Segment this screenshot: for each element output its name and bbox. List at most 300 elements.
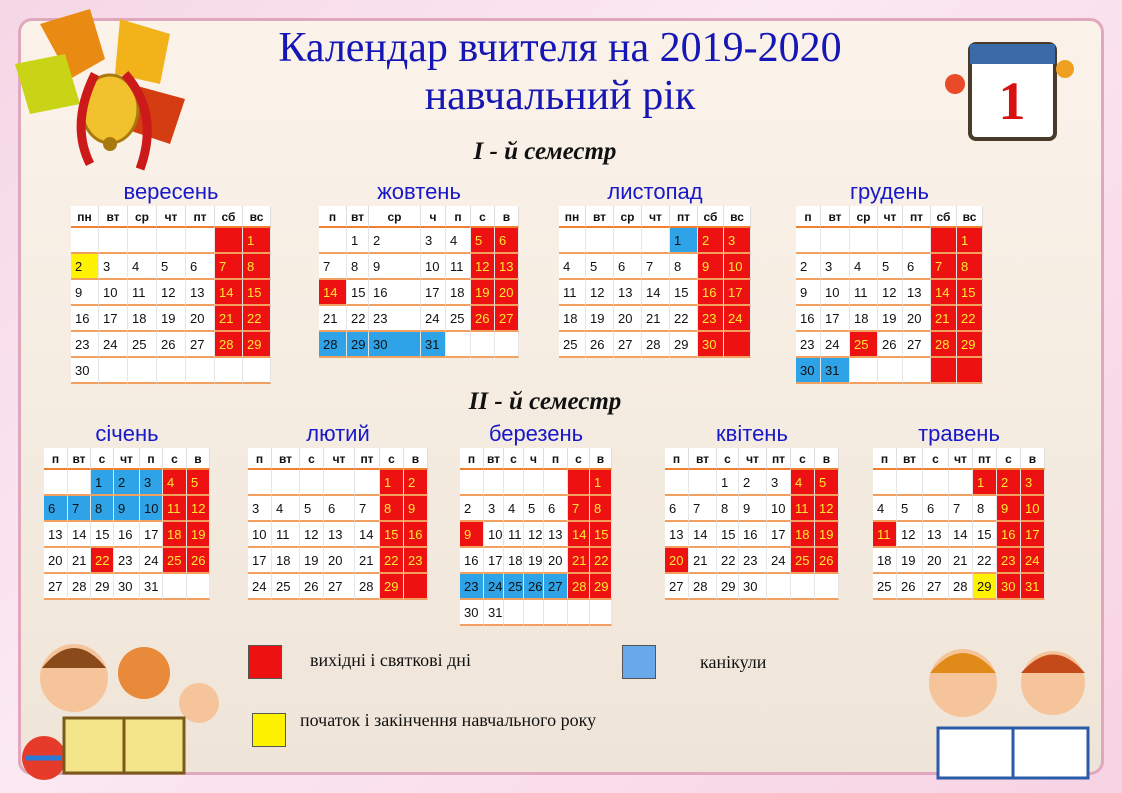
day-cell: 8 xyxy=(590,496,612,522)
day-cell: 10 xyxy=(484,522,504,548)
day-cell: 2 xyxy=(796,254,821,280)
day-cell: 26 xyxy=(878,332,903,358)
day-cell: 2 xyxy=(114,470,140,496)
calendar-grid xyxy=(71,206,271,384)
day-cell: 30 xyxy=(460,600,484,626)
month-march xyxy=(460,422,612,626)
day-cell: 16 xyxy=(404,522,428,548)
empty-cell xyxy=(873,470,897,496)
day-cell: 16 xyxy=(71,306,99,332)
day-cell: 1 xyxy=(380,470,404,496)
day-cell: 19 xyxy=(157,306,186,332)
day-cell: 23 xyxy=(796,332,821,358)
empty-cell xyxy=(324,470,355,496)
day-cell: 4 xyxy=(791,470,815,496)
day-cell: 8 xyxy=(957,254,983,280)
day-cell: 6 xyxy=(44,496,68,522)
weekday-header: с xyxy=(504,448,524,470)
empty-cell xyxy=(355,470,380,496)
legend-holiday-swatch xyxy=(248,645,282,679)
empty-cell xyxy=(850,358,878,384)
day-cell: 22 xyxy=(380,548,404,574)
day-cell: 3 xyxy=(484,496,504,522)
day-cell: 19 xyxy=(897,548,923,574)
day-cell: 22 xyxy=(243,306,271,332)
day-cell: 22 xyxy=(91,548,114,574)
day-cell: 9 xyxy=(114,496,140,522)
day-cell: 10 xyxy=(767,496,791,522)
day-cell: 27 xyxy=(614,332,642,358)
day-cell: 17 xyxy=(724,280,751,306)
day-cell: 21 xyxy=(215,306,243,332)
day-cell: 17 xyxy=(140,522,163,548)
weekday-header: чт xyxy=(878,206,903,228)
day-cell: 12 xyxy=(187,496,210,522)
empty-cell xyxy=(568,470,590,496)
calendar-grid xyxy=(873,448,1045,600)
day-cell: 9 xyxy=(460,522,484,548)
day-cell: 27 xyxy=(186,332,215,358)
day-cell: 4 xyxy=(873,496,897,522)
day-cell: 28 xyxy=(355,574,380,600)
day-cell: 19 xyxy=(815,522,839,548)
day-cell: 25 xyxy=(873,574,897,600)
day-cell: 1 xyxy=(957,228,983,254)
day-cell: 21 xyxy=(931,306,957,332)
weekday-header: чт xyxy=(739,448,767,470)
day-cell: 5 xyxy=(187,470,210,496)
day-cell: 6 xyxy=(495,228,519,254)
month-name: вересень xyxy=(123,179,219,204)
empty-cell xyxy=(957,358,983,384)
day-cell: 2 xyxy=(369,228,421,254)
month-name: лютий xyxy=(306,421,370,446)
empty-cell xyxy=(300,470,324,496)
weekday-header: п xyxy=(873,448,897,470)
day-cell: 23 xyxy=(997,548,1021,574)
day-cell: 5 xyxy=(815,470,839,496)
empty-cell xyxy=(272,470,300,496)
day-cell: 18 xyxy=(850,306,878,332)
day-cell: 4 xyxy=(504,496,524,522)
day-cell: 31 xyxy=(421,332,446,358)
day-cell: 1 xyxy=(243,228,271,254)
month-name: квітень xyxy=(716,421,788,446)
calendar-grid xyxy=(460,448,612,626)
day-cell: 14 xyxy=(68,522,91,548)
day-cell: 13 xyxy=(44,522,68,548)
weekday-header: вт xyxy=(484,448,504,470)
weekday-header: п xyxy=(544,448,568,470)
month-name: січень xyxy=(95,421,159,446)
tear-off-calendar-icon xyxy=(940,24,1080,154)
day-cell: 20 xyxy=(495,280,519,306)
day-cell: 9 xyxy=(404,496,428,522)
month-february xyxy=(248,422,428,600)
weekday-header: с xyxy=(471,206,495,228)
empty-cell xyxy=(897,470,923,496)
day-cell: 15 xyxy=(590,522,612,548)
weekday-header: ч xyxy=(421,206,446,228)
weekday-header: п xyxy=(460,448,484,470)
empty-cell xyxy=(215,358,243,384)
weekday-header: пн xyxy=(71,206,99,228)
day-cell: 24 xyxy=(484,574,504,600)
day-cell: 15 xyxy=(380,522,404,548)
day-cell: 11 xyxy=(504,522,524,548)
weekday-header: пт xyxy=(973,448,997,470)
day-cell: 10 xyxy=(421,254,446,280)
day-cell: 22 xyxy=(717,548,739,574)
day-cell: 29 xyxy=(380,574,404,600)
weekday-header: п xyxy=(796,206,821,228)
day-cell: 27 xyxy=(903,332,931,358)
day-cell: 6 xyxy=(324,496,355,522)
month-january xyxy=(44,422,210,600)
day-cell: 24 xyxy=(248,574,272,600)
day-cell: 1 xyxy=(670,228,698,254)
empty-cell xyxy=(796,228,821,254)
empty-cell xyxy=(128,228,157,254)
day-cell: 21 xyxy=(68,548,91,574)
weekday-header: ср xyxy=(614,206,642,228)
day-cell: 27 xyxy=(324,574,355,600)
weekday-header: п xyxy=(319,206,347,228)
day-cell: 5 xyxy=(878,254,903,280)
day-cell: 13 xyxy=(923,522,949,548)
day-cell: 5 xyxy=(524,496,544,522)
day-cell: 25 xyxy=(504,574,524,600)
day-cell: 17 xyxy=(1021,522,1045,548)
day-cell: 4 xyxy=(446,228,471,254)
day-cell: 15 xyxy=(717,522,739,548)
empty-cell xyxy=(163,574,187,600)
day-cell: 4 xyxy=(128,254,157,280)
day-cell: 23 xyxy=(698,306,724,332)
day-cell: 13 xyxy=(544,522,568,548)
day-cell: 16 xyxy=(698,280,724,306)
day-cell: 24 xyxy=(767,548,791,574)
day-cell: 10 xyxy=(99,280,128,306)
day-cell: 8 xyxy=(973,496,997,522)
weekday-header: с xyxy=(91,448,114,470)
empty-cell xyxy=(665,470,689,496)
empty-cell xyxy=(544,600,568,626)
day-cell: 29 xyxy=(670,332,698,358)
day-cell: 9 xyxy=(997,496,1021,522)
empty-cell xyxy=(931,358,957,384)
semester-1-heading: I - й семестр xyxy=(473,138,617,165)
day-cell: 11 xyxy=(446,254,471,280)
day-cell: 26 xyxy=(897,574,923,600)
day-cell: 29 xyxy=(590,574,612,600)
weekday-header: с xyxy=(791,448,815,470)
day-cell: 17 xyxy=(767,522,791,548)
day-cell: 8 xyxy=(717,496,739,522)
day-cell: 18 xyxy=(559,306,586,332)
day-cell: 6 xyxy=(923,496,949,522)
empty-cell xyxy=(446,332,471,358)
day-cell: 8 xyxy=(347,254,369,280)
day-cell: 29 xyxy=(717,574,739,600)
day-cell: 6 xyxy=(186,254,215,280)
day-cell: 16 xyxy=(460,548,484,574)
day-cell: 28 xyxy=(642,332,670,358)
day-cell: 20 xyxy=(544,548,568,574)
day-cell: 17 xyxy=(99,306,128,332)
day-cell: 13 xyxy=(903,280,931,306)
weekday-header: с xyxy=(568,448,590,470)
weekday-header: чт xyxy=(114,448,140,470)
day-cell: 23 xyxy=(739,548,767,574)
day-cell: 26 xyxy=(187,548,210,574)
calendar-grid xyxy=(665,448,839,600)
empty-cell xyxy=(157,358,186,384)
day-cell: 21 xyxy=(568,548,590,574)
day-cell: 14 xyxy=(949,522,973,548)
day-cell: 23 xyxy=(369,306,421,332)
page-title xyxy=(200,24,920,120)
day-cell: 3 xyxy=(821,254,850,280)
calendar-icon-number: 1 xyxy=(998,71,1026,131)
day-cell: 24 xyxy=(140,548,163,574)
weekday-header: с xyxy=(380,448,404,470)
legend-start-end-swatch xyxy=(252,713,286,747)
day-cell: 7 xyxy=(568,496,590,522)
day-cell: 31 xyxy=(1021,574,1045,600)
day-cell: 1 xyxy=(91,470,114,496)
day-cell: 6 xyxy=(544,496,568,522)
day-cell: 3 xyxy=(421,228,446,254)
month-name: травень xyxy=(918,421,1000,446)
empty-cell xyxy=(44,470,68,496)
empty-cell xyxy=(524,600,544,626)
empty-cell xyxy=(689,470,717,496)
day-cell: 23 xyxy=(71,332,99,358)
day-cell: 2 xyxy=(997,470,1021,496)
empty-cell xyxy=(186,228,215,254)
day-cell: 20 xyxy=(923,548,949,574)
empty-cell xyxy=(724,332,751,358)
day-cell: 7 xyxy=(642,254,670,280)
day-cell: 2 xyxy=(71,254,99,280)
day-cell: 10 xyxy=(724,254,751,280)
kids-reading-right-icon xyxy=(908,628,1108,788)
day-cell: 2 xyxy=(460,496,484,522)
day-cell: 28 xyxy=(68,574,91,600)
day-cell: 1 xyxy=(717,470,739,496)
empty-cell xyxy=(319,228,347,254)
autumn-bell-icon xyxy=(10,4,210,174)
day-cell: 29 xyxy=(957,332,983,358)
day-cell: 19 xyxy=(878,306,903,332)
empty-cell xyxy=(850,228,878,254)
day-cell: 3 xyxy=(99,254,128,280)
day-cell: 12 xyxy=(815,496,839,522)
calendar-grid xyxy=(248,448,428,600)
empty-cell xyxy=(504,600,524,626)
day-cell: 25 xyxy=(272,574,300,600)
calendar-grid xyxy=(44,448,210,600)
empty-cell xyxy=(157,228,186,254)
day-cell: 30 xyxy=(369,332,421,358)
weekday-header: пт xyxy=(903,206,931,228)
weekday-header: в xyxy=(495,206,519,228)
empty-cell xyxy=(923,470,949,496)
weekday-header: чт xyxy=(324,448,355,470)
empty-cell xyxy=(99,358,128,384)
day-cell: 9 xyxy=(698,254,724,280)
weekday-header: вт xyxy=(897,448,923,470)
day-cell: 19 xyxy=(300,548,324,574)
day-cell: 12 xyxy=(471,254,495,280)
day-cell: 18 xyxy=(791,522,815,548)
weekday-header: вт xyxy=(821,206,850,228)
day-cell: 3 xyxy=(248,496,272,522)
day-cell: 30 xyxy=(739,574,767,600)
empty-cell xyxy=(495,332,519,358)
day-cell: 26 xyxy=(586,332,614,358)
day-cell: 18 xyxy=(873,548,897,574)
month-december xyxy=(796,180,983,384)
day-cell: 5 xyxy=(300,496,324,522)
day-cell: 4 xyxy=(559,254,586,280)
day-cell: 16 xyxy=(114,522,140,548)
day-cell: 19 xyxy=(524,548,544,574)
day-cell: 11 xyxy=(163,496,187,522)
day-cell: 15 xyxy=(91,522,114,548)
day-cell: 27 xyxy=(665,574,689,600)
weekday-header: с xyxy=(923,448,949,470)
day-cell: 18 xyxy=(163,522,187,548)
weekday-header: в xyxy=(590,448,612,470)
empty-cell xyxy=(128,358,157,384)
day-cell: 18 xyxy=(272,548,300,574)
day-cell: 20 xyxy=(44,548,68,574)
day-cell: 17 xyxy=(484,548,504,574)
day-cell: 10 xyxy=(1021,496,1045,522)
weekday-header: п xyxy=(44,448,68,470)
day-cell: 30 xyxy=(71,358,99,384)
day-cell: 25 xyxy=(559,332,586,358)
day-cell: 15 xyxy=(973,522,997,548)
day-cell: 12 xyxy=(586,280,614,306)
day-cell: 28 xyxy=(949,574,973,600)
day-cell: 18 xyxy=(446,280,471,306)
day-cell: 22 xyxy=(347,306,369,332)
day-cell: 29 xyxy=(243,332,271,358)
kids-reading-left-icon xyxy=(14,618,224,788)
day-cell: 22 xyxy=(957,306,983,332)
weekday-header: чт xyxy=(949,448,973,470)
day-cell: 12 xyxy=(157,280,186,306)
month-name: листопад xyxy=(607,179,703,204)
legend-vacation-label: канікули xyxy=(700,652,767,672)
weekday-header: п xyxy=(248,448,272,470)
weekday-header: п xyxy=(140,448,163,470)
day-cell: 30 xyxy=(698,332,724,358)
calendar-grid xyxy=(319,206,519,358)
month-september xyxy=(71,180,271,384)
day-cell: 30 xyxy=(796,358,821,384)
day-cell: 16 xyxy=(739,522,767,548)
weekday-header: вс xyxy=(724,206,751,228)
day-cell: 9 xyxy=(796,280,821,306)
day-cell: 19 xyxy=(471,280,495,306)
calendar-grid xyxy=(559,206,751,358)
weekday-header: п xyxy=(446,206,471,228)
day-cell: 3 xyxy=(1021,470,1045,496)
day-cell: 7 xyxy=(319,254,347,280)
title-line-2: навчальний рік xyxy=(424,73,696,119)
empty-cell xyxy=(186,358,215,384)
day-cell: 6 xyxy=(614,254,642,280)
empty-cell xyxy=(544,470,568,496)
weekday-header: пт xyxy=(670,206,698,228)
day-cell: 24 xyxy=(724,306,751,332)
day-cell: 15 xyxy=(243,280,271,306)
day-cell: 14 xyxy=(355,522,380,548)
day-cell: 12 xyxy=(300,522,324,548)
day-cell: 4 xyxy=(272,496,300,522)
weekday-header: вт xyxy=(347,206,369,228)
day-cell: 23 xyxy=(114,548,140,574)
day-cell: 17 xyxy=(421,280,446,306)
day-cell: 19 xyxy=(586,306,614,332)
empty-cell xyxy=(68,470,91,496)
day-cell: 29 xyxy=(347,332,369,358)
empty-cell xyxy=(590,600,612,626)
day-cell: 21 xyxy=(689,548,717,574)
day-cell: 18 xyxy=(128,306,157,332)
empty-cell xyxy=(903,228,931,254)
weekday-header: с xyxy=(163,448,187,470)
weekday-header: в xyxy=(1021,448,1045,470)
day-cell: 4 xyxy=(163,470,187,496)
day-cell: 20 xyxy=(903,306,931,332)
day-cell: 25 xyxy=(850,332,878,358)
semester-2-heading: II - й семестр xyxy=(468,388,622,415)
day-cell: 14 xyxy=(642,280,670,306)
weekday-header: ср xyxy=(369,206,421,228)
empty-cell xyxy=(215,228,243,254)
empty-cell xyxy=(821,228,850,254)
day-cell: 10 xyxy=(140,496,163,522)
weekday-header: чт xyxy=(642,206,670,228)
day-cell: 14 xyxy=(215,280,243,306)
day-cell: 7 xyxy=(949,496,973,522)
day-cell: 7 xyxy=(215,254,243,280)
calendar-grid xyxy=(796,206,983,384)
day-cell: 24 xyxy=(421,306,446,332)
day-cell: 12 xyxy=(524,522,544,548)
empty-cell xyxy=(767,574,791,600)
day-cell: 6 xyxy=(903,254,931,280)
day-cell: 7 xyxy=(68,496,91,522)
day-cell: 14 xyxy=(689,522,717,548)
day-cell: 21 xyxy=(642,306,670,332)
day-cell: 11 xyxy=(559,280,586,306)
empty-cell xyxy=(614,228,642,254)
day-cell: 28 xyxy=(319,332,347,358)
day-cell: 22 xyxy=(670,306,698,332)
day-cell: 24 xyxy=(821,332,850,358)
day-cell: 15 xyxy=(957,280,983,306)
empty-cell xyxy=(484,470,504,496)
day-cell: 20 xyxy=(324,548,355,574)
day-cell: 9 xyxy=(739,496,767,522)
month-name: березень xyxy=(488,421,584,446)
